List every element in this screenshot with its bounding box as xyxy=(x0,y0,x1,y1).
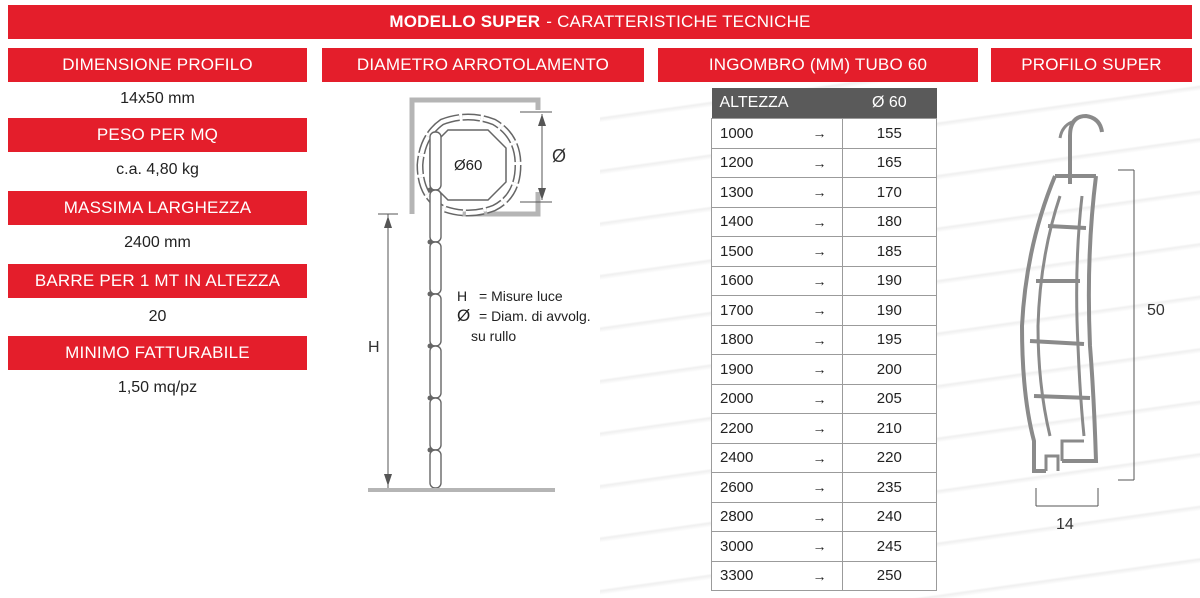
cell-ingombro: 190 xyxy=(842,296,936,326)
col-altezza-header: ALTEZZA xyxy=(712,88,843,119)
table-row xyxy=(712,237,937,267)
spec-value-peso: c.a. 4,80 kg xyxy=(116,161,199,178)
cell-altezza: 3000 xyxy=(712,532,798,562)
cell-altezza: 1300 xyxy=(712,178,798,208)
cell-altezza: 1900 xyxy=(712,355,798,385)
arrow-icon: → xyxy=(797,296,842,326)
arrow-icon: → xyxy=(797,178,842,208)
cell-ingombro: 165 xyxy=(842,148,936,178)
arrow-icon: → xyxy=(797,502,842,532)
table-row xyxy=(712,355,937,385)
legend-diam-text: = Diam. di avvolg. xyxy=(479,308,591,324)
section-diametro-arrotolamento xyxy=(322,48,644,82)
cell-altezza: 2800 xyxy=(712,502,798,532)
table-body xyxy=(712,119,937,591)
spec-label-larghezza xyxy=(8,191,307,225)
table-row xyxy=(712,384,937,414)
legend-diam-key: Ø xyxy=(457,306,471,325)
cell-ingombro: 250 xyxy=(842,561,936,591)
section-label: DIMENSIONE PROFILO xyxy=(62,55,253,74)
cell-ingombro: 240 xyxy=(842,502,936,532)
arrow-icon: → xyxy=(797,237,842,267)
diagram-legend xyxy=(457,286,591,346)
table-row xyxy=(712,119,937,149)
spec-label: MASSIMA LARGHEZZA xyxy=(63,198,252,217)
cell-altezza: 2200 xyxy=(712,414,798,444)
spec-value-barre: 20 xyxy=(148,308,167,325)
spec-label-barre xyxy=(8,264,307,298)
cell-ingombro: 235 xyxy=(842,473,936,503)
table-row xyxy=(712,266,937,296)
cell-altezza: 1400 xyxy=(712,207,798,237)
title-bar xyxy=(8,5,1192,39)
cell-ingombro: 170 xyxy=(842,178,936,208)
cell-ingombro: 210 xyxy=(842,414,936,444)
diameter-symbol: Ø xyxy=(552,146,567,166)
arrow-icon: → xyxy=(797,443,842,473)
arrow-icon: → xyxy=(797,266,842,296)
profile-width-label: 14 xyxy=(1056,516,1074,533)
table-row xyxy=(712,178,937,208)
cell-altezza: 2000 xyxy=(712,384,798,414)
cell-altezza: 1800 xyxy=(712,325,798,355)
cell-altezza: 1200 xyxy=(712,148,798,178)
arrow-icon: → xyxy=(797,532,842,562)
tube-label: Ø60 xyxy=(454,157,483,174)
spec-label-peso xyxy=(8,118,307,152)
table-row xyxy=(712,502,937,532)
h-dimension-label: H xyxy=(368,339,380,356)
cell-ingombro: 205 xyxy=(842,384,936,414)
profile-drawing xyxy=(1000,96,1200,546)
table-row xyxy=(712,414,937,444)
section-profilo-super xyxy=(991,48,1192,82)
hanging-slats xyxy=(428,132,442,488)
profile-height-label: 50 xyxy=(1147,302,1165,319)
ingombro-table xyxy=(711,88,937,591)
legend-diam-text-2: su rullo xyxy=(471,328,517,344)
spec-label: BARRE PER 1 MT IN ALTEZZA xyxy=(34,271,281,290)
cell-ingombro: 195 xyxy=(842,325,936,355)
cell-ingombro: 220 xyxy=(842,443,936,473)
spec-value-larghezza: 2400 mm xyxy=(124,234,191,251)
arrow-icon: → xyxy=(797,384,842,414)
cell-altezza: 1000 xyxy=(712,119,798,149)
cell-altezza: 1700 xyxy=(712,296,798,326)
table-row xyxy=(712,561,937,591)
arrow-icon: → xyxy=(797,561,842,591)
cell-altezza: 2600 xyxy=(712,473,798,503)
spec-label: PESO PER MQ xyxy=(96,125,219,144)
table-row xyxy=(712,443,937,473)
table-row xyxy=(712,532,937,562)
legend-h-key: H xyxy=(457,288,468,304)
cell-ingombro: 185 xyxy=(842,237,936,267)
legend-h-text: = Misure luce xyxy=(479,288,563,304)
section-ingombro xyxy=(658,48,978,82)
cell-ingombro: 245 xyxy=(842,532,936,562)
cell-ingombro: 155 xyxy=(842,119,936,149)
arrow-icon: → xyxy=(797,119,842,149)
spec-value-minimo: 1,50 mq/pz xyxy=(117,379,198,396)
arrow-icon: → xyxy=(797,355,842,385)
cell-ingombro: 200 xyxy=(842,355,936,385)
cell-altezza: 3300 xyxy=(712,561,798,591)
section-label: PROFILO SUPER xyxy=(1021,55,1162,74)
section-dimensione-profilo xyxy=(8,48,307,82)
table-row xyxy=(712,473,937,503)
col-diam-header: Ø 60 xyxy=(842,88,936,119)
cell-altezza: 1600 xyxy=(712,266,798,296)
section-label: INGOMBRO (MM) TUBO 60 xyxy=(708,55,928,74)
cell-altezza: 1500 xyxy=(712,237,798,267)
table-row xyxy=(712,148,937,178)
cell-altezza: 2400 xyxy=(712,443,798,473)
cell-ingombro: 180 xyxy=(842,207,936,237)
arrow-icon: → xyxy=(797,414,842,444)
table-row xyxy=(712,325,937,355)
section-label: DIAMETRO ARROTOLAMENTO xyxy=(356,55,610,74)
title-bold: MODELLO SUPER xyxy=(389,12,541,31)
spec-label: MINIMO FATTURABILE xyxy=(65,343,250,362)
arrow-icon: → xyxy=(797,207,842,237)
title-rest: - CARATTERISTICHE TECNICHE xyxy=(546,12,811,31)
arrow-icon: → xyxy=(797,325,842,355)
table-header-row xyxy=(712,88,937,119)
spec-label-minimo xyxy=(8,336,307,370)
arrow-icon: → xyxy=(797,473,842,503)
table-row xyxy=(712,207,937,237)
dimensione-value: 14x50 mm xyxy=(120,90,195,107)
table-row xyxy=(712,296,937,326)
arrow-icon: → xyxy=(797,148,842,178)
cell-ingombro: 190 xyxy=(842,266,936,296)
